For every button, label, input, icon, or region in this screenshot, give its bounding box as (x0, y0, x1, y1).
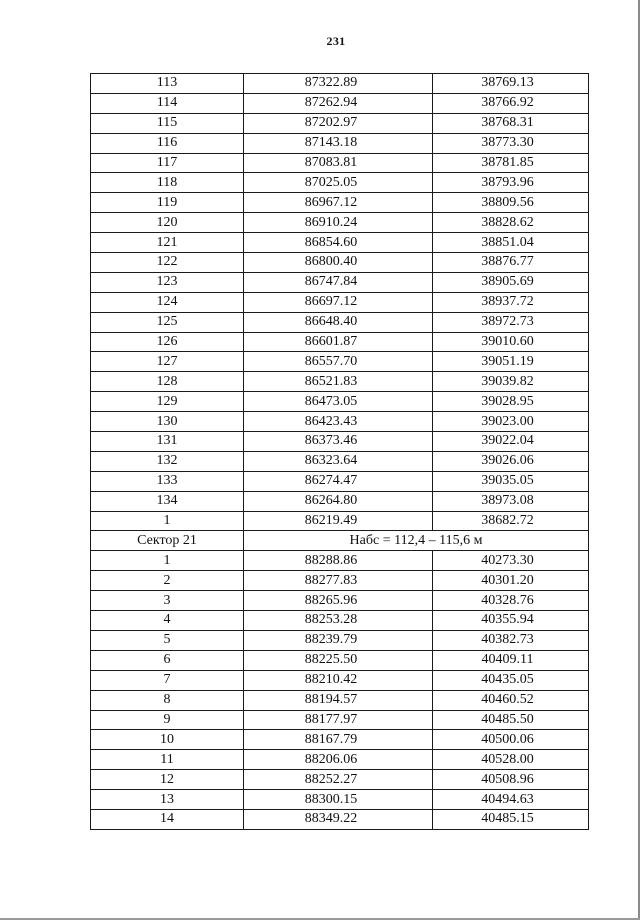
x-coordinate-cell: 88252.27 (244, 770, 433, 790)
y-coordinate-cell: 39039.82 (433, 372, 589, 392)
x-coordinate-cell: 88225.50 (244, 650, 433, 670)
point-number-cell: 129 (91, 392, 244, 412)
table-row (91, 451, 589, 471)
x-coordinate-cell: 88194.57 (244, 690, 433, 710)
sector-header-row (91, 531, 589, 551)
table-row (91, 551, 589, 571)
point-number-cell: 132 (91, 451, 244, 471)
x-coordinate-cell: 86557.70 (244, 352, 433, 372)
table-row (91, 611, 589, 631)
x-coordinate-cell: 86323.64 (244, 451, 433, 471)
table-row (91, 650, 589, 670)
x-coordinate-cell: 88167.79 (244, 730, 433, 750)
y-coordinate-cell: 40382.73 (433, 630, 589, 650)
y-coordinate-cell: 40500.06 (433, 730, 589, 750)
x-coordinate-cell: 88349.22 (244, 809, 433, 829)
point-number-cell: 120 (91, 213, 244, 233)
x-coordinate-cell: 88265.96 (244, 591, 433, 611)
y-coordinate-cell: 40528.00 (433, 750, 589, 770)
point-number-cell: 116 (91, 133, 244, 153)
y-coordinate-cell: 40435.05 (433, 670, 589, 690)
y-coordinate-cell: 39026.06 (433, 451, 589, 471)
point-number-cell: 123 (91, 272, 244, 292)
table-row (91, 133, 589, 153)
point-number-cell: 6 (91, 650, 244, 670)
y-coordinate-cell: 40355.94 (433, 611, 589, 631)
x-coordinate-cell: 86219.49 (244, 511, 433, 531)
y-coordinate-cell: 38905.69 (433, 272, 589, 292)
point-number-cell: 8 (91, 690, 244, 710)
y-coordinate-cell: 40301.20 (433, 571, 589, 591)
page-number: 231 (326, 34, 346, 48)
sector-label: Сектор 21 (91, 531, 244, 551)
x-coordinate-cell: 87322.89 (244, 74, 433, 94)
x-coordinate-cell: 86967.12 (244, 193, 433, 213)
table-row (91, 153, 589, 173)
coordinates-table (90, 73, 589, 830)
table-row (91, 790, 589, 810)
y-coordinate-cell: 38768.31 (433, 113, 589, 133)
table-row (91, 511, 589, 531)
table-row (91, 591, 589, 611)
x-coordinate-cell: 86747.84 (244, 272, 433, 292)
point-number-cell: 131 (91, 432, 244, 452)
table-row (91, 392, 589, 412)
x-coordinate-cell: 86264.80 (244, 491, 433, 511)
y-coordinate-cell: 39028.95 (433, 392, 589, 412)
table-row (91, 233, 589, 253)
table-row (91, 332, 589, 352)
table-row (91, 312, 589, 332)
point-number-cell: 134 (91, 491, 244, 511)
point-number-cell: 121 (91, 233, 244, 253)
y-coordinate-cell: 38972.73 (433, 312, 589, 332)
x-coordinate-cell: 88300.15 (244, 790, 433, 810)
x-coordinate-cell: 88277.83 (244, 571, 433, 591)
x-coordinate-cell: 86910.24 (244, 213, 433, 233)
x-coordinate-cell: 86473.05 (244, 392, 433, 412)
point-number-cell: 114 (91, 93, 244, 113)
table-row (91, 292, 589, 312)
table-row (91, 173, 589, 193)
point-number-cell: 115 (91, 113, 244, 133)
y-coordinate-cell: 40485.15 (433, 809, 589, 829)
point-number-cell: 5 (91, 630, 244, 650)
point-number-cell: 126 (91, 332, 244, 352)
point-number-cell: 130 (91, 412, 244, 432)
x-coordinate-cell: 88206.06 (244, 750, 433, 770)
point-number-cell: 125 (91, 312, 244, 332)
y-coordinate-cell: 40328.76 (433, 591, 589, 611)
y-coordinate-cell: 38828.62 (433, 213, 589, 233)
y-coordinate-cell: 38937.72 (433, 292, 589, 312)
y-coordinate-cell: 40409.11 (433, 650, 589, 670)
table-row (91, 74, 589, 94)
point-number-cell: 117 (91, 153, 244, 173)
table-row (91, 193, 589, 213)
table-row (91, 113, 589, 133)
x-coordinate-cell: 86800.40 (244, 253, 433, 273)
y-coordinate-cell: 38766.92 (433, 93, 589, 113)
coordinates-table-body (91, 74, 589, 830)
y-coordinate-cell: 38973.08 (433, 491, 589, 511)
table-row (91, 412, 589, 432)
y-coordinate-cell: 38781.85 (433, 153, 589, 173)
x-coordinate-cell: 86423.43 (244, 412, 433, 432)
x-coordinate-cell: 88288.86 (244, 551, 433, 571)
point-number-cell: 2 (91, 571, 244, 591)
table-row (91, 571, 589, 591)
table-row (91, 213, 589, 233)
point-number-cell: 7 (91, 670, 244, 690)
table-row (91, 809, 589, 829)
point-number-cell: 13 (91, 790, 244, 810)
y-coordinate-cell: 39035.05 (433, 471, 589, 491)
table-row (91, 630, 589, 650)
x-coordinate-cell: 86274.47 (244, 471, 433, 491)
y-coordinate-cell: 39022.04 (433, 432, 589, 452)
x-coordinate-cell: 88239.79 (244, 630, 433, 650)
x-coordinate-cell: 86648.40 (244, 312, 433, 332)
table-row (91, 372, 589, 392)
point-number-cell: 128 (91, 372, 244, 392)
y-coordinate-cell: 38769.13 (433, 74, 589, 94)
x-coordinate-cell: 86854.60 (244, 233, 433, 253)
y-coordinate-cell: 38809.56 (433, 193, 589, 213)
x-coordinate-cell: 86521.83 (244, 372, 433, 392)
table-row (91, 770, 589, 790)
point-number-cell: 10 (91, 730, 244, 750)
y-coordinate-cell: 39023.00 (433, 412, 589, 432)
table-row (91, 750, 589, 770)
x-coordinate-cell: 87202.97 (244, 113, 433, 133)
x-coordinate-cell: 87083.81 (244, 153, 433, 173)
y-coordinate-cell: 38793.96 (433, 173, 589, 193)
point-number-cell: 122 (91, 253, 244, 273)
point-number-cell: 1 (91, 551, 244, 571)
y-coordinate-cell: 40485.50 (433, 710, 589, 730)
point-number-cell: 133 (91, 471, 244, 491)
y-coordinate-cell: 38876.77 (433, 253, 589, 273)
point-number-cell: 11 (91, 750, 244, 770)
point-number-cell: 4 (91, 611, 244, 631)
y-coordinate-cell: 39051.19 (433, 352, 589, 372)
y-coordinate-cell: 38682.72 (433, 511, 589, 531)
table-row (91, 272, 589, 292)
table-row (91, 253, 589, 273)
point-number-cell: 9 (91, 710, 244, 730)
point-number-cell: 1 (91, 511, 244, 531)
table-row (91, 491, 589, 511)
table-row (91, 710, 589, 730)
y-coordinate-cell: 40273.30 (433, 551, 589, 571)
point-number-cell: 12 (91, 770, 244, 790)
x-coordinate-cell: 87143.18 (244, 133, 433, 153)
x-coordinate-cell: 86373.46 (244, 432, 433, 452)
table-row (91, 93, 589, 113)
table-row (91, 730, 589, 750)
y-coordinate-cell: 40460.52 (433, 690, 589, 710)
y-coordinate-cell: 40508.96 (433, 770, 589, 790)
y-coordinate-cell: 39010.60 (433, 332, 589, 352)
y-coordinate-cell: 38851.04 (433, 233, 589, 253)
table-row (91, 432, 589, 452)
x-coordinate-cell: 87025.05 (244, 173, 433, 193)
x-coordinate-cell: 88177.97 (244, 710, 433, 730)
x-coordinate-cell: 86697.12 (244, 292, 433, 312)
table-row (91, 352, 589, 372)
table-row (91, 471, 589, 491)
point-number-cell: 127 (91, 352, 244, 372)
point-number-cell: 124 (91, 292, 244, 312)
y-coordinate-cell: 38773.30 (433, 133, 589, 153)
sector-height-range: Набс = 112,4 – 115,6 м (244, 531, 589, 551)
point-number-cell: 113 (91, 74, 244, 94)
x-coordinate-cell: 86601.87 (244, 332, 433, 352)
x-coordinate-cell: 88253.28 (244, 611, 433, 631)
x-coordinate-cell: 88210.42 (244, 670, 433, 690)
point-number-cell: 14 (91, 809, 244, 829)
point-number-cell: 3 (91, 591, 244, 611)
x-coordinate-cell: 87262.94 (244, 93, 433, 113)
point-number-cell: 118 (91, 173, 244, 193)
y-coordinate-cell: 40494.63 (433, 790, 589, 810)
table-row (91, 690, 589, 710)
point-number-cell: 119 (91, 193, 244, 213)
table-row (91, 670, 589, 690)
